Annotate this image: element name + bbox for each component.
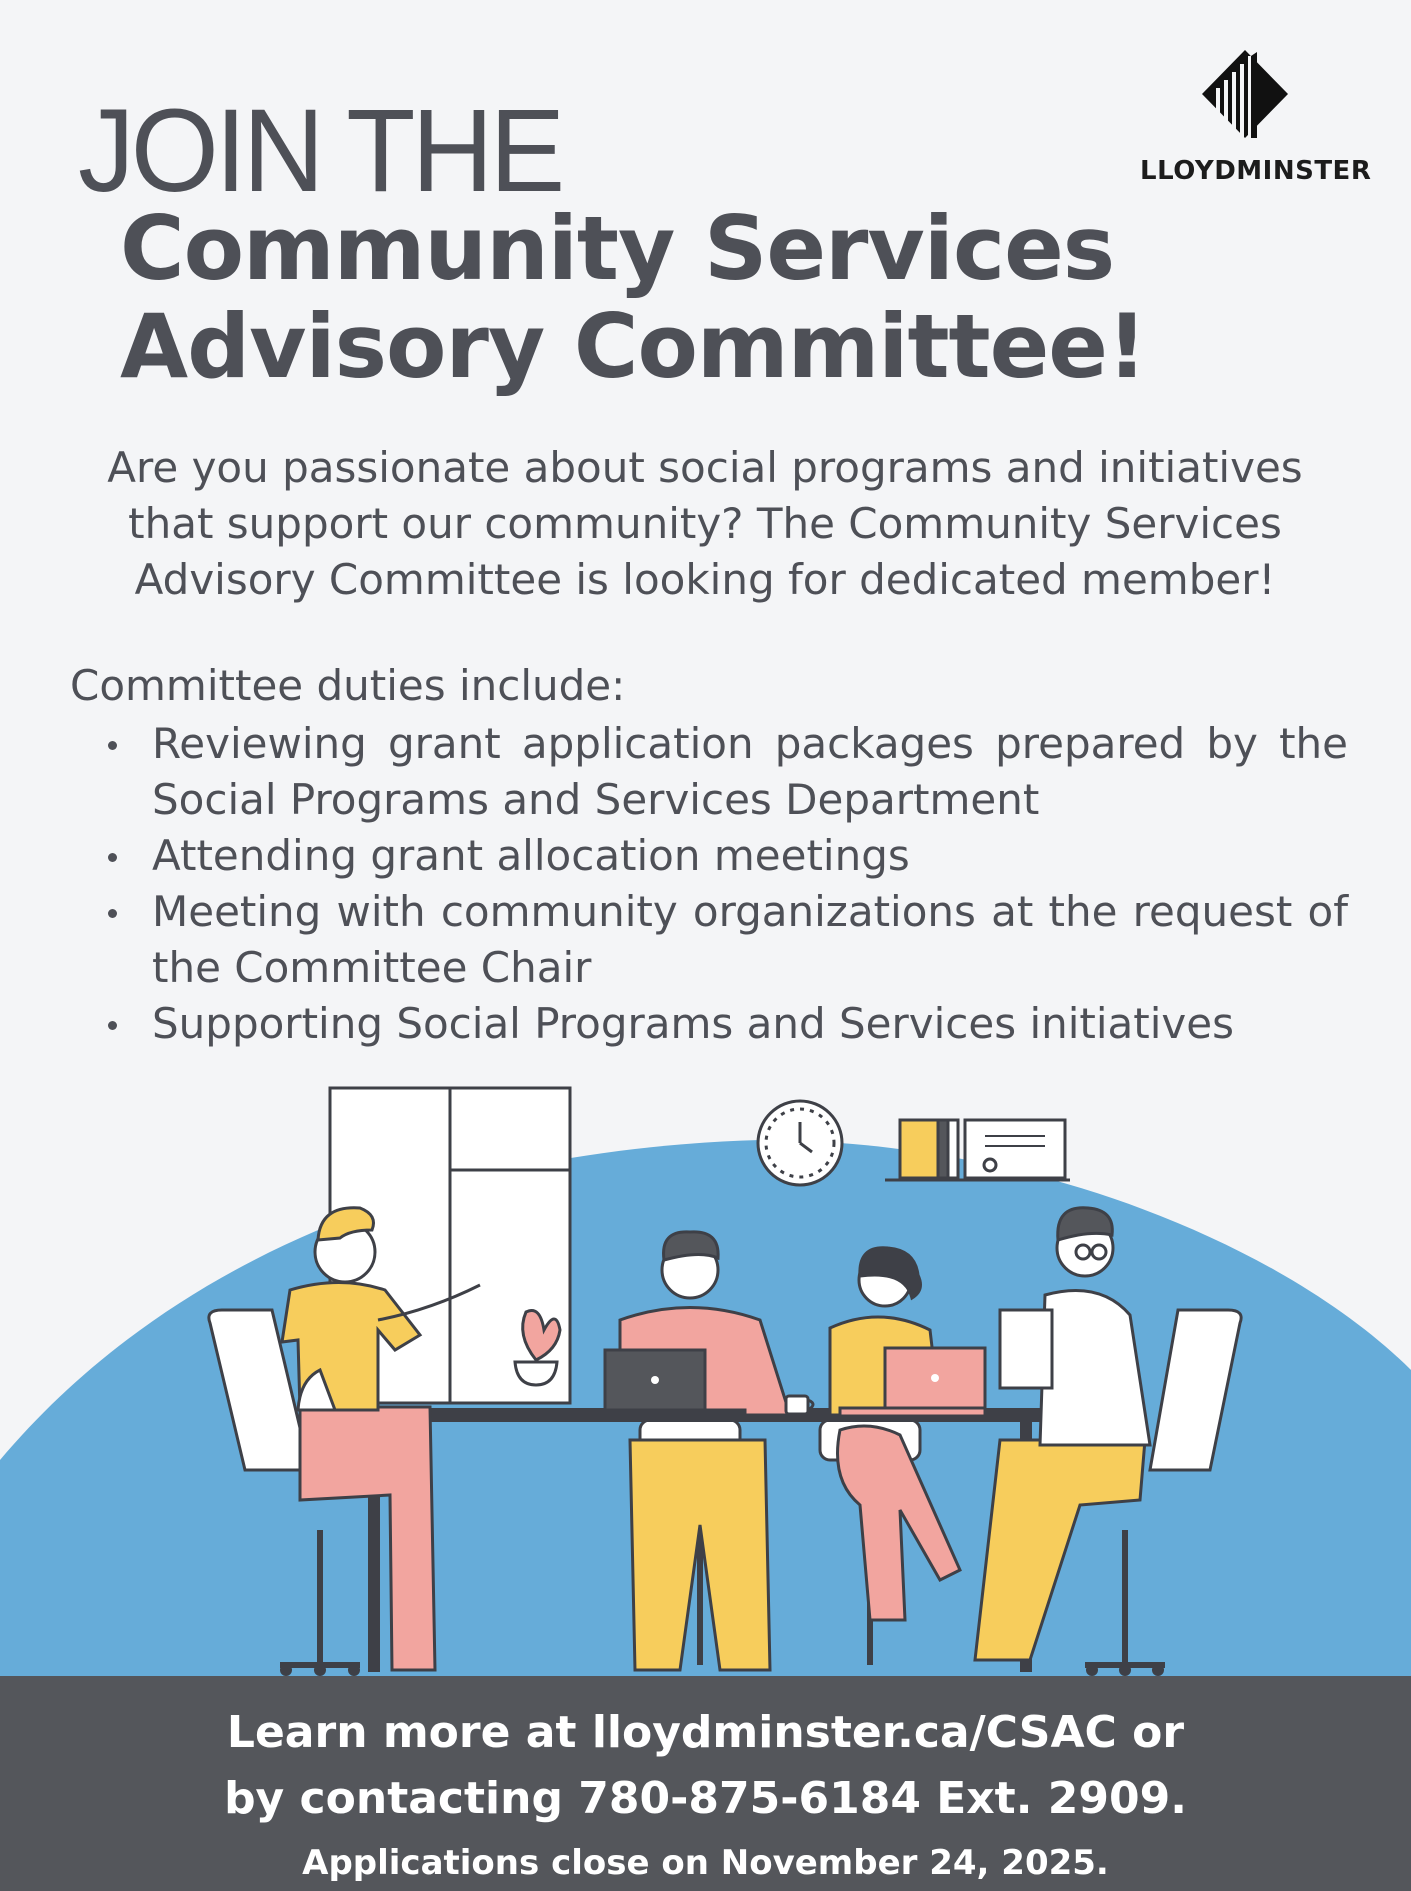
logo-text: LLOYDMINSTER bbox=[1140, 156, 1372, 186]
intro-line-1: Are you passionate about social programs and initiatives bbox=[107, 443, 1303, 492]
footer-banner bbox=[0, 1676, 1411, 1891]
footer-contact: by contacting 780-875-6184 Ext. 2909. bbox=[224, 1773, 1187, 1824]
duties-list bbox=[108, 716, 1348, 1052]
certificate-icon bbox=[965, 1120, 1065, 1178]
meeting-illustration bbox=[0, 1080, 1411, 1680]
list-item: Supporting Social Programs and Services initiatives bbox=[108, 996, 1348, 1052]
intro-line-2: that support our community? The Community Services bbox=[128, 499, 1282, 548]
footer-learn-more: Learn more at lloydminster.ca/CSAC or bbox=[226, 1707, 1185, 1758]
intro-paragraph bbox=[70, 440, 1340, 608]
page-title bbox=[120, 197, 1147, 398]
document-icon bbox=[1000, 1310, 1052, 1388]
intro-line-3: Advisory Committee is looking for dedicated member! bbox=[134, 555, 1276, 604]
list-item: Reviewing grant application packages prepared by the Social Programs and Services Department bbox=[108, 716, 1348, 828]
list-item: Meeting with community organizations at the request of the Committee Chair bbox=[108, 884, 1348, 996]
list-item: Attending grant allocation meetings bbox=[108, 828, 1348, 884]
title-line-2: Advisory Committee! bbox=[120, 295, 1147, 398]
join-heading: JOIN THE bbox=[78, 85, 562, 217]
title-line-1: Community Services bbox=[120, 197, 1115, 300]
duties-heading: Committee duties include: bbox=[70, 661, 626, 710]
clock-icon bbox=[758, 1101, 842, 1185]
mug-icon bbox=[786, 1396, 813, 1414]
footer-deadline: Applications close on November 24, 2025. bbox=[302, 1843, 1109, 1883]
